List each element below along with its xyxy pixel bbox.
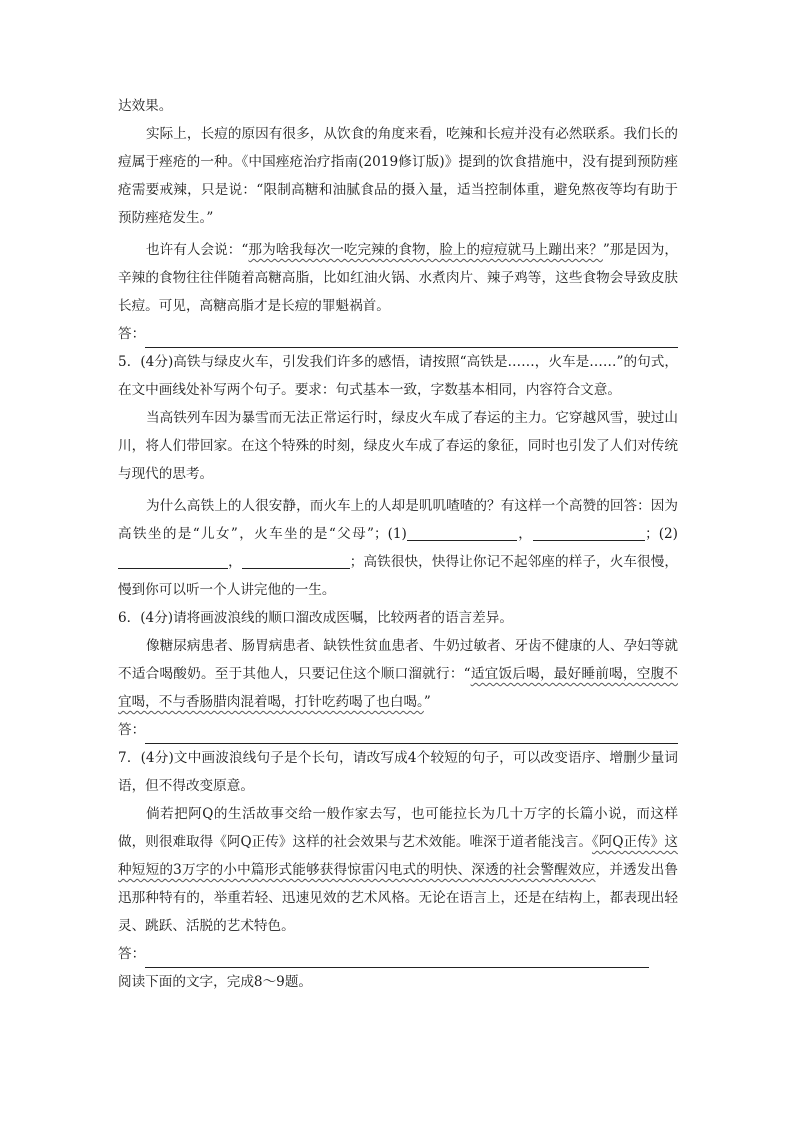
q5-blank-2a[interactable] <box>118 551 228 569</box>
q5-label-2: (2) <box>658 526 678 542</box>
q5-semicolon-1: ； <box>645 526 659 542</box>
q6-paragraph-post: ” <box>423 694 431 710</box>
q6-paragraph <box>118 632 678 716</box>
intro-fragment: 达效果。 <box>118 98 173 114</box>
q5-paragraph-2 <box>118 492 678 604</box>
footer-instruction: 阅读下面的文字，完成8～9题。 <box>118 974 313 990</box>
q5-prompt: 5．(4分)高铁与绿皮火车，引发我们许多的感悟，请按照“高铁是……，火车是……”的句式，在文中画线处补写两个句子。要求：句式基本一致，字数基本相同，内容符合文意。 <box>118 354 678 398</box>
q5-blank-2b[interactable] <box>242 551 350 569</box>
q4-paragraph-1: 实际上，长痘的原因有很多，从饮食的角度来看，吃辣和长痘并没有必然联系。我们长的痘属于痤疮的一种。《中国痤疮治疗指南(2019修订版)》提到的饮食措施中，没有提到预防痤疮需要戒辣，只是说：“限制高糖和油腻食品的摄入量，适当控制体重，避免熬夜等均有助于预防痤疮发生。” <box>118 126 678 226</box>
q7-paragraph-post: ，并透发出鲁迅那种特有的，举重若轻、迅速见效的艺术风格。无论在语言上，还是在结构上，都表现出轻灵、跳跃、活脱的艺术特色。 <box>118 862 678 934</box>
q7-paragraph-pre: 倘若把阿Q的生活故事交给一般作家去写，也可能拉长为几十万字的长篇小说，而这样做，则很难取得《阿Q正传》这样的社会效果与艺术效能。唯深于道者能浅言。 <box>118 806 678 850</box>
q4-wavy-sentence: 那为啥我每次一吃完辣的食物，脸上的痘痘就马上蹦出来？ <box>248 242 603 258</box>
q4-paragraph-2 <box>118 236 678 320</box>
q5-comma-1: ， <box>516 526 534 542</box>
q6-wavy-jingle: 适宜饭后喝，最好睡前喝，空腹不宜喝，不与香肠腊肉混着喝，打针吃药喝了也白喝。 <box>118 666 679 710</box>
q5-paragraph-2-b: ；高铁很快，快得让你记不起邻座的样子，火车很慢，慢到你可以听一个人讲完他的一生。 <box>118 554 679 598</box>
q5-paragraph-1: 当高铁列车因为暴雪而无法正常运行时，绿皮火车成了春运的主力。它穿越风雪，驶过山川，将人们带回家。在这个特殊的时刻，绿皮火车成了春运的象征，同时也引发了人们对传统与现代的思考。 <box>118 410 678 482</box>
q6-paragraph-pre: 像糖尿病患者、肠胃病患者、缺铁性贫血患者、牛奶过敏者、牙齿不健康的人、孕妇等就不适合喝酸奶。至于其他人，只要记住这个顺口溜就行：“ <box>118 638 678 682</box>
q7-prompt: 7．(4分)文中画波浪线句子是个长句，请改写成4个较短的句子，可以改变语序、增删少量词语，但不得改变原意。 <box>118 750 678 794</box>
q6-answer-label: 答： <box>118 722 146 738</box>
q5-paragraph-2-a: 为什么高铁上的人很安静，而火车上的人却是叽叽喳喳的？有这样一个高赞的回答：因为高铁坐的是“儿女”，火车坐的是“父母”；(1) <box>118 498 678 542</box>
q4-answer-label: 答： <box>118 326 146 342</box>
q4-answer-rule[interactable] <box>145 328 678 348</box>
q7-paragraph <box>118 800 678 940</box>
q5-blank-1b[interactable] <box>533 523 645 541</box>
q6-answer-line[interactable] <box>118 716 678 744</box>
q7-wavy-sentence: 《阿Q正传》这种短短的3万字的小中篇形式能够获得惊雷闪电式的明快、深透的社会警醒效应 <box>118 834 678 878</box>
q5-blank-1a[interactable] <box>407 523 517 541</box>
q4-answer-line[interactable] <box>118 320 678 348</box>
q4-paragraph-2-pre: 也许有人会说：“ <box>146 242 249 258</box>
q6-prompt: 6．(4分)请将画波浪线的顺口溜改成医嘱，比较两者的语言差异。 <box>118 610 513 626</box>
q4-paragraph-2-post: ”那是因为，辛辣的食物往往伴随着高糖高脂，比如红油火锅、水煮肉片、辣子鸡等，这些食物会导致皮肤长痘。可见，高糖高脂才是长痘的罪魁祸首。 <box>118 242 679 314</box>
worksheet-page <box>118 92 678 996</box>
q5-comma-2: ， <box>228 554 242 570</box>
q7-answer-line[interactable] <box>118 940 678 968</box>
q7-answer-label: 答： <box>118 946 146 962</box>
q6-answer-rule[interactable] <box>145 724 678 744</box>
q7-answer-rule[interactable] <box>145 948 649 968</box>
